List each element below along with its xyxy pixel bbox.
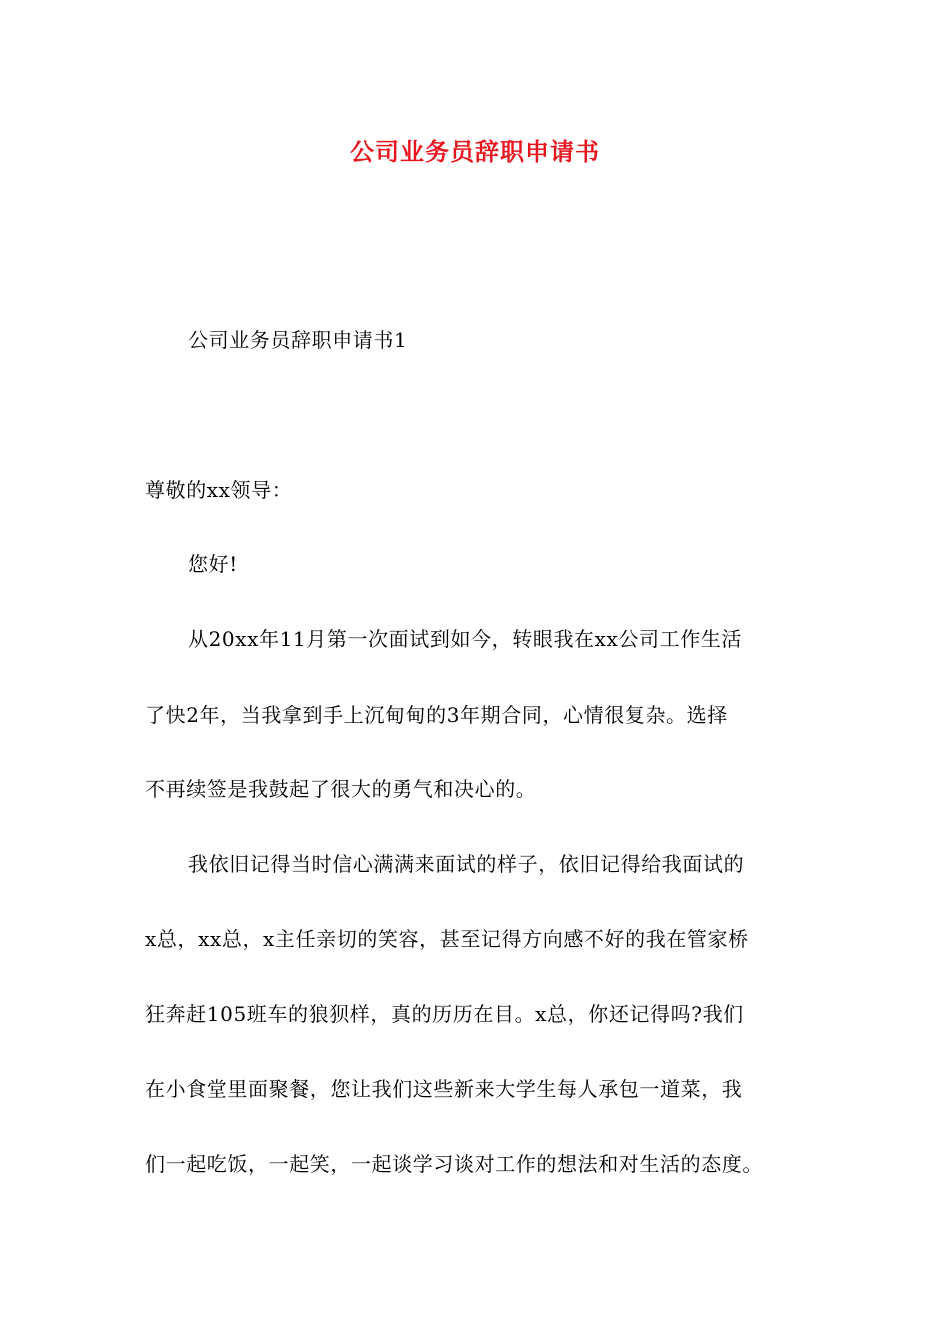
salutation: 尊敬的xx领导： [145, 478, 293, 502]
paragraph2-line2: x总，xx总，x主任亲切的笑容，甚至记得方向感不好的我在管家桥 [145, 927, 749, 951]
paragraph1-line1: 从20xx年11月第一次面试到如今，转眼我在xx公司工作生活 [188, 627, 743, 651]
paragraph2-line4: 在小食堂里面聚餐，您让我们这些新来大学生每人承包一道菜，我 [145, 1077, 743, 1101]
paragraph1-line2: 了快2年，当我拿到手上沉甸甸的3年期合同，心情很复杂。选择 [145, 703, 728, 727]
greeting: 您好! [188, 552, 238, 576]
paragraph2-line1: 我依旧记得当时信心满满来面试的样子，依旧记得给我面试的 [188, 852, 745, 876]
paragraph1-line3: 不再续签是我鼓起了很大的勇气和决心的。 [145, 777, 537, 801]
paragraph2-line3: 狂奔赶105班车的狼狈样，真的历历在目。x总，你还记得吗?我们 [145, 1002, 744, 1026]
paragraph2-line5: 们一起吃饭，一起笑，一起谈学习谈对工作的想法和对生活的态度。 [145, 1152, 763, 1176]
section-heading: 公司业务员辞职申请书1 [188, 328, 408, 352]
document-title: 公司业务员辞职申请书 [350, 138, 600, 166]
